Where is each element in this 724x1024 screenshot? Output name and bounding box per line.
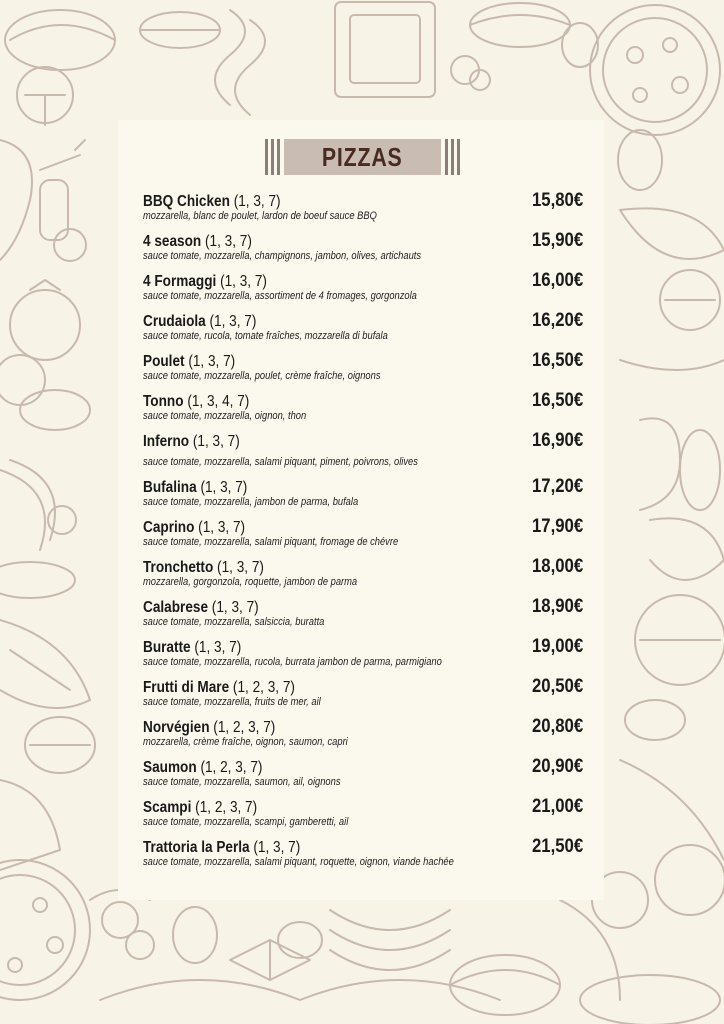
item-price: 15,90€ [531, 230, 583, 251]
item-name: Scampi [143, 799, 192, 816]
item-description: sauce tomate, mozzarella, scampi, gamberetti, ail [143, 816, 349, 828]
pasta-sketch-icon [215, 10, 245, 105]
menu-item [143, 270, 583, 302]
item-name: Inferno [143, 433, 190, 450]
item-allergens: (1, 2, 3, 7) [232, 679, 295, 696]
item-description: sauce tomate, mozzarella, salsiccia, buratta [143, 616, 325, 628]
pepper-mill-sketch-icon [40, 180, 68, 240]
item-name: Tronchetto [143, 559, 214, 576]
item-allergens: (1, 2, 3, 7) [195, 799, 258, 816]
herb-sketch-icon [470, 3, 570, 47]
pizza-sketch-icon [590, 5, 720, 135]
menu-item [143, 190, 583, 222]
item-description: sauce tomate, mozzarella, saumon, ail, oignons [143, 776, 341, 788]
menu-item [143, 836, 583, 868]
item-allergens: (1, 3, 7) [253, 839, 301, 856]
item-price: 16,50€ [531, 390, 583, 411]
item-name: 4 Formaggi [143, 273, 217, 290]
menu-item [143, 476, 583, 508]
farfalle-sketch-icon [230, 940, 310, 980]
item-name: Buratte [143, 639, 191, 656]
menu-item [143, 596, 583, 628]
menu-item [143, 716, 583, 748]
item-name: Trattoria la Perla [143, 839, 250, 856]
item-name: Poulet [143, 353, 185, 370]
item-description: sauce tomate, mozzarella, jambon de parma, bufala [143, 496, 359, 508]
section-title-box [284, 139, 441, 175]
item-name: Crudaiola [143, 313, 206, 330]
item-description: sauce tomate, mozzarella, champignons, jambon, olives, artichauts [143, 250, 422, 262]
item-description: mozzarella, crème fraîche, oignon, saumon, capri [143, 736, 348, 748]
menu-item [143, 390, 583, 422]
section-header [264, 139, 461, 175]
item-name: 4 season [143, 233, 202, 250]
item-price: 16,50€ [531, 350, 583, 371]
item-name: Frutti di Mare [143, 679, 230, 696]
menu-item [143, 756, 583, 788]
item-allergens: (1, 3, 7) [233, 193, 281, 210]
leaf-left-sketch-icon [0, 140, 32, 260]
olive-sketch-icon [618, 130, 662, 190]
item-allergens: (1, 2, 3, 7) [200, 759, 263, 776]
item-price: 20,80€ [531, 716, 583, 737]
leaf-sketch-icon [5, 10, 115, 70]
menu-item [143, 676, 583, 708]
item-price: 17,20€ [531, 476, 583, 497]
item-description: mozzarella, blanc de poulet, lardon de boeuf sauce BBQ [143, 210, 377, 222]
item-allergens: (1, 3, 7) [194, 639, 242, 656]
mushroom-sketch-icon [17, 67, 73, 123]
leaf-right-sketch-icon [620, 208, 724, 259]
menu-item [143, 230, 583, 262]
item-name: Tonno [143, 393, 184, 410]
basil-sketch-icon [0, 620, 90, 708]
menu-item [143, 796, 583, 828]
section-title: PIZZAS [322, 141, 403, 172]
item-description: sauce tomate, mozzarella, salami piquant, piment, poivrons, olives [143, 456, 418, 468]
item-price: 17,90€ [531, 516, 583, 537]
item-name: Calabrese [143, 599, 209, 616]
tomato-sketch-icon [10, 290, 80, 360]
item-description: sauce tomate, mozzarella, salami piquant, roquette, oignon, viande hachée [143, 856, 454, 868]
item-price: 16,20€ [531, 310, 583, 331]
item-price: 18,90€ [531, 596, 583, 617]
item-price: 20,50€ [531, 676, 583, 697]
ravioli-sketch-icon [335, 2, 435, 97]
item-description: sauce tomate, rucola, tomate fraîches, mozzarella di bufala [143, 330, 388, 342]
cheese-sketch-icon [0, 780, 60, 870]
item-price: 21,50€ [531, 836, 583, 857]
item-description: mozzarella, gorgonzola, roquette, jambon de parma [143, 576, 358, 588]
item-name: Norvégien [143, 719, 210, 736]
item-price: 18,00€ [531, 556, 583, 577]
item-name: BBQ Chicken [143, 193, 230, 210]
pasta-right-sketch-icon [640, 418, 680, 510]
item-allergens: (1, 3, 7) [192, 433, 240, 450]
item-price: 19,00€ [531, 636, 583, 657]
item-allergens: (1, 3, 7) [217, 559, 264, 576]
item-name: Saumon [143, 759, 197, 776]
pasta-left-sketch-icon [0, 470, 45, 550]
pizza-bottom-left-sketch-icon [0, 860, 90, 1000]
item-allergens: (1, 3, 7) [220, 273, 267, 290]
item-name: Caprino [143, 519, 195, 536]
item-allergens: (1, 3, 7) [198, 519, 246, 536]
tomato-right-sketch-icon [635, 595, 724, 685]
menu-item [143, 516, 583, 548]
tomato-bottom-sketch-icon [102, 902, 138, 938]
menu-item [143, 310, 583, 342]
menu-item [143, 556, 583, 588]
menu-item [143, 350, 583, 382]
item-allergens: (1, 3, 7) [188, 353, 236, 370]
item-price: 20,90€ [531, 756, 583, 777]
item-allergens: (1, 3, 7) [211, 599, 259, 616]
item-description: sauce tomate, mozzarella, rucola, burrata jambon de parma, parmigiano [143, 656, 442, 668]
item-description: sauce tomate, mozzarella, assortiment de 4 fromages, gorgonzola [143, 290, 417, 302]
item-allergens: (1, 3, 7) [209, 313, 257, 330]
item-name: Bufalina [143, 479, 197, 496]
item-price: 15,80€ [531, 190, 583, 211]
menu-item [143, 636, 583, 668]
item-price: 21,00€ [531, 796, 583, 817]
item-price: 16,90€ [531, 430, 583, 451]
item-allergens: (1, 3, 7) [204, 233, 252, 250]
leaf-bottom-sketch-icon [560, 900, 620, 1000]
item-description: sauce tomate, mozzarella, salami piquant, fromage de chévre [143, 536, 399, 548]
item-description: sauce tomate, mozzarella, poulet, crème fraîche, oignons [143, 370, 381, 382]
item-allergens: (1, 3, 4, 7) [187, 393, 250, 410]
item-allergens: (1, 2, 3, 7) [213, 719, 276, 736]
item-allergens: (1, 3, 7) [200, 479, 248, 496]
menu-item [143, 430, 583, 468]
item-price: 16,00€ [531, 270, 583, 291]
title-ornament-right [443, 139, 461, 175]
title-ornament-left [264, 139, 282, 175]
item-description: sauce tomate, mozzarella, fruits de mer, ail [143, 696, 321, 708]
fusilli-sketch-icon [330, 910, 450, 970]
item-description: sauce tomate, mozzarella, oignon, thon [143, 410, 307, 422]
mushroom-right-sketch-icon [660, 270, 720, 330]
